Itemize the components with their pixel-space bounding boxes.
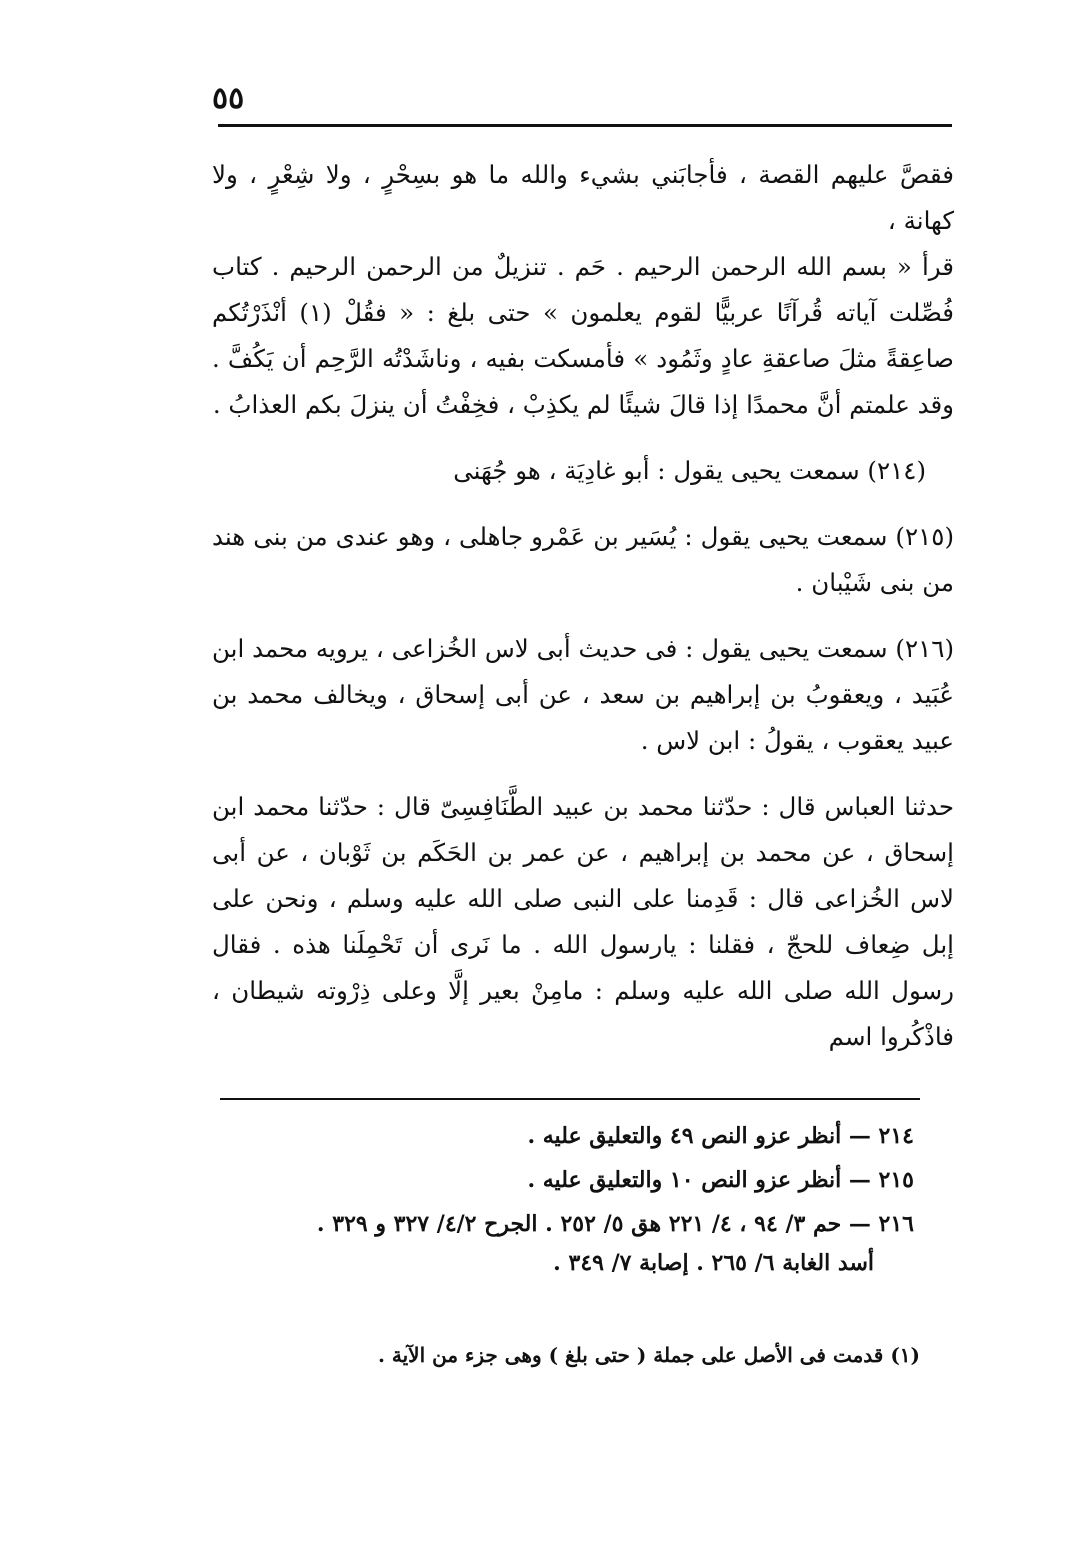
note-215: ٢١٥ — أنظر عزو النص ١٠ والتعليق عليه . — [527, 1167, 914, 1193]
paragraph-continuation-line: فقصَّ عليهم القصة ، فأجابَني بشيء والله ما هو بسِحْرٍ ، ولا شِعْرٍ ، ولا كهانة ، — [212, 160, 954, 235]
note-216: ٢١٦ — حم ٣/ ٩٤ ، ٤/ ٢٢١ هق ٥/ ٢٥٢ . الجرح ٤/٢/ ٣٢٧ و ٣٢٩ . — [316, 1211, 914, 1237]
notes-rule — [220, 1098, 920, 1100]
main-text — [212, 152, 954, 1060]
reference-notes — [212, 1114, 932, 1280]
paragraph-abbas: حدثنا العباس قال : حدّثنا محمد بن عبيد الطَّنَافِسِىّ قال : حدّثنا محمد ابن إسحاق ، عن محمد بن إبراهيم ، عن عمر بن الحَكَم بن ثَوْبان ، عن أبى لاس الخُزاعى قال : قَدِمنا على النبى صلى الله عليه وسلم ، ونحن على إبل ضِعاف للحجّ ، فقلنا : يارسول الله . ما نَرى أن تَحْمِلَنا هذه . فقال رسول الله صلى الله عليه وسلم : مامِنْ بعير إلَّا وعلى ذِرْوته شيطان ، فاذْكُروا اسم — [212, 792, 954, 1051]
paragraph-216: (٢١٦) سمعت يحيى يقول : فى حديث أبى لاس الخُزاعى ، يرويه محمد ابن عُبَيد ، ويعقوبُ بن إبراهيم بن سعد ، عن أبى إسحاق ، ويخالف محمد بن عبيد يعقوب ، يقولُ : ابن لاس . — [212, 634, 954, 755]
note-216-continued: أسد الغابة ٦/ ٢٦٥ . إصابة ٧/ ٣٤٩ . — [553, 1250, 874, 1276]
paragraph-214: (٢١٤) سمعت يحيى يقول : أبو غادِيَة ، هو جُهَنى — [453, 456, 926, 485]
paragraph-215: (٢١٥) سمعت يحيى يقول : يُسَير بن عَمْرو جاهلى ، وهو عندى من بنى هند من بنى شَيْبان . — [212, 522, 954, 597]
footnote: (١) قدمت فى الأصل على جملة ( حتى بلغ ) وهى جزء من الآية . — [377, 1343, 920, 1367]
page-number: ٥٥ — [212, 81, 245, 116]
paragraph-continuation: قرأ « بسم الله الرحمن الرحيم . حَم . تنزيلٌ من الرحمن الرحيم . كتاب فُصِّلت آياته قُرآنًا عربيًّا لقوم يعلمون » حتى بلغ : « فقُلْ (١) أنْذَرْتُكم صاعِقةً مثلَ صاعقةِ عادٍ وثَمُود » فأمسكت بفيه ، وناشَدْتُه الرَّحِم أن يَكُفَّ . وقد علمتم أنَّ محمدًا إذا قالَ شيئًا لم يكذِبْ ، فخِفْتُ أن ينزلَ بكم العذابُ . — [212, 252, 954, 419]
header-rule — [218, 124, 952, 127]
note-214: ٢١٤ — أنظر عزو النص ٤٩ والتعليق عليه . — [527, 1123, 914, 1149]
